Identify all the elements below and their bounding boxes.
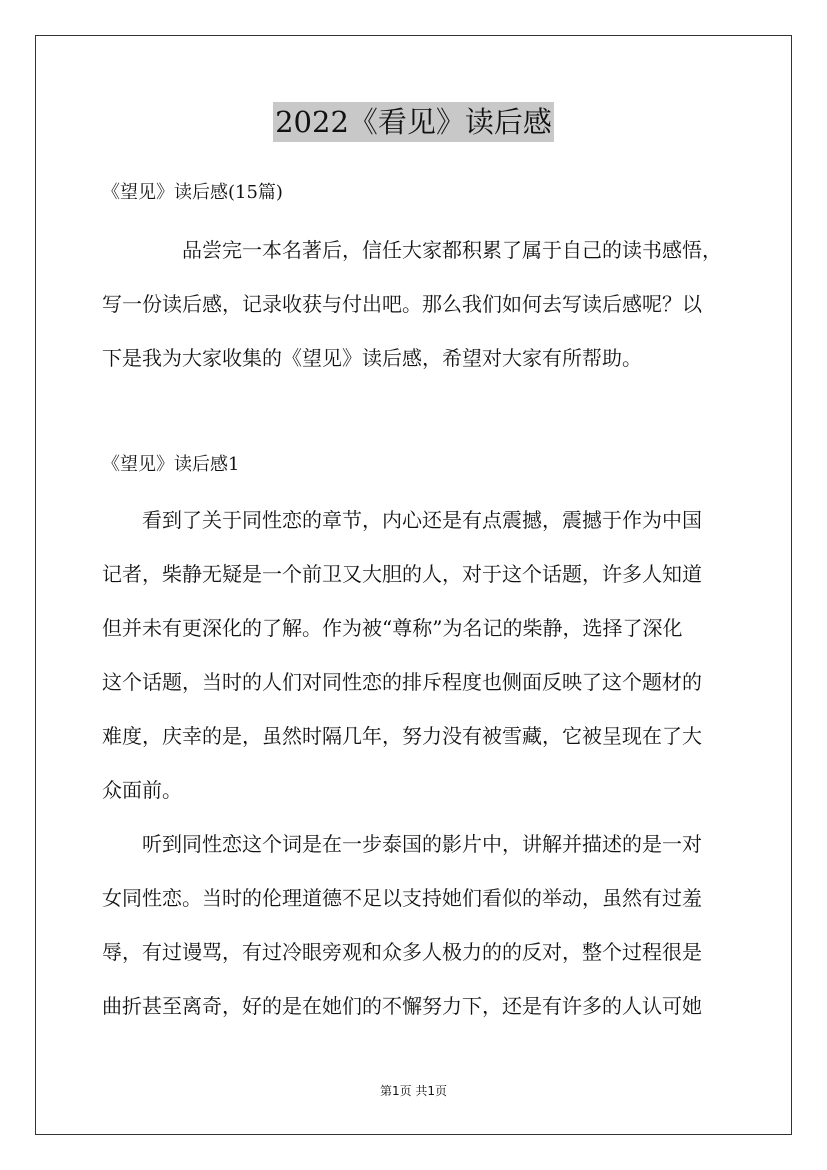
- document-subtitle: 《望见》读后感(15篇): [102, 182, 283, 203]
- title-container: [0, 102, 827, 142]
- paragraph-line: 看到了关于同性恋的章节，内心还是有点震撼，震撼于作为中国: [142, 508, 702, 532]
- section-heading: 《望见》读后感1: [102, 454, 240, 475]
- intro-line: 品尝完一本名著后，信任大家都积累了属于自己的读书感悟，: [182, 238, 722, 262]
- intro-line: 写一份读后感，记录收获与付出吧。那么我们如何去写读后感呢？以: [102, 292, 702, 316]
- document-title: 2022《看见》读后感: [273, 102, 554, 142]
- page-footer: 第1页 共1页: [379, 1084, 448, 1098]
- paragraph-line: 女同性恋。当时的伦理道德不足以支持她们看似的举动，虽然有过羞: [102, 886, 702, 910]
- paragraph-line: 听到同性恋这个词是在一步泰国的影片中，讲解并描述的是一对: [142, 832, 702, 856]
- paragraph-line: 辱，有过谩骂，有过冷眼旁观和众多人极力的的反对，整个过程很是: [102, 940, 702, 964]
- paragraph-line: 记者，柴静无疑是一个前卫又大胆的人，对于这个话题，许多人知道: [102, 562, 702, 586]
- intro-line: 下是我为大家收集的《望见》读后感，希望对大家有所帮助。: [102, 346, 642, 370]
- paragraph-line: 但并未有更深化的了解。作为被“尊称”为名记的柴静，选择了深化: [102, 616, 683, 640]
- paragraph-line: 难度，庆幸的是，虽然时隔几年，努力没有被雪藏，它被呈现在了大: [102, 724, 702, 748]
- paragraph-line: 众面前。: [102, 778, 182, 802]
- paragraph-line: 这个话题，当时的人们对同性恋的排斥程度也侧面反映了这个题材的: [102, 670, 702, 694]
- paragraph-line: 曲折甚至离奇，好的是在她们的不懈努力下，还是有许多的人认可她: [102, 994, 702, 1018]
